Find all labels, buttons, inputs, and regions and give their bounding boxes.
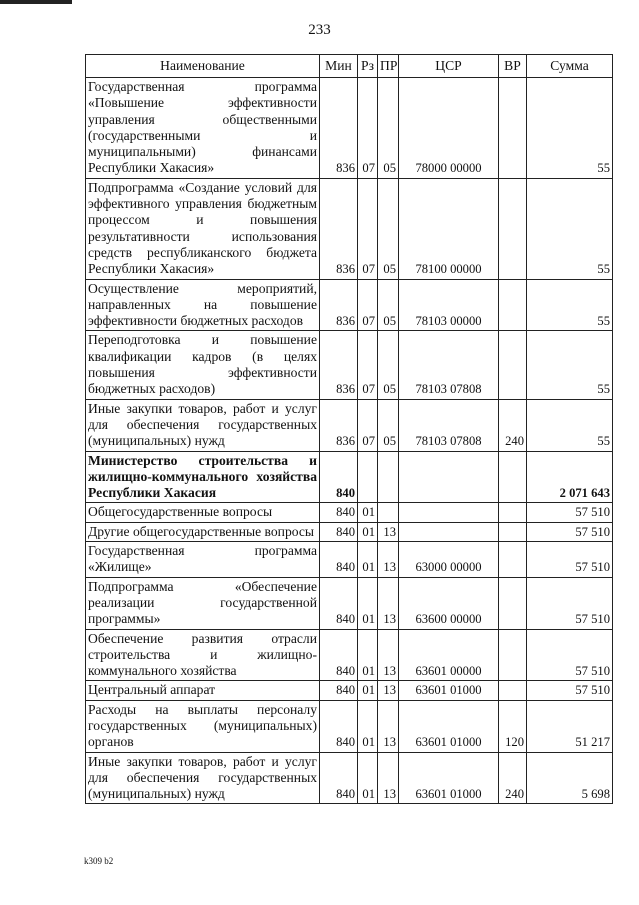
table-row: [86, 503, 613, 522]
cell-name: Министерство строительства и жилищно-коммунального хозяйства Республики Хакасия: [86, 451, 320, 503]
cell-name: Государственная программа «Жилище»: [86, 542, 320, 578]
cell-vr: [499, 522, 527, 541]
cell-name: Переподготовка и повышение квалификации кадров (в целях повышения эффективности бюджетных расходов): [86, 331, 320, 399]
cell-csr: 78100 00000: [399, 178, 499, 279]
cell-min: 840: [320, 577, 358, 629]
cell-rz: 07: [358, 331, 378, 399]
table-row: [86, 542, 613, 578]
cell-name: Иные закупки товаров, работ и услуг для обеспечения государственных (муниципальных) нужд: [86, 752, 320, 804]
cell-min: 836: [320, 331, 358, 399]
cell-vr: [499, 577, 527, 629]
table-row: [86, 752, 613, 804]
header-sum: Сумма: [527, 55, 613, 78]
cell-min: 840: [320, 522, 358, 541]
cell-pr: 13: [378, 700, 399, 752]
table-row: [86, 178, 613, 279]
cell-sum: 51 217: [527, 700, 613, 752]
cell-rz: 01: [358, 681, 378, 700]
cell-name: Государственная программа «Повышение эффективности управления общественными (государственными и муниципальными) финансами Республики Хакасия»: [86, 78, 320, 179]
cell-name: Общегосударственные вопросы: [86, 503, 320, 522]
cell-sum: 55: [527, 279, 613, 331]
header-min: Мин: [320, 55, 358, 78]
table-row: [86, 399, 613, 451]
cell-pr: [378, 451, 399, 503]
cell-name: Расходы на выплаты персоналу государственных (муниципальных) органов: [86, 700, 320, 752]
cell-rz: 01: [358, 542, 378, 578]
cell-pr: 05: [378, 279, 399, 331]
cell-sum: 2 071 643: [527, 451, 613, 503]
cell-pr: 05: [378, 399, 399, 451]
cell-csr: 78103 07808: [399, 399, 499, 451]
cell-min: 840: [320, 542, 358, 578]
cell-csr: 63601 01000: [399, 700, 499, 752]
cell-pr: 13: [378, 542, 399, 578]
table-row: [86, 577, 613, 629]
cell-pr: 05: [378, 78, 399, 179]
cell-sum: 57 510: [527, 542, 613, 578]
cell-pr: 13: [378, 577, 399, 629]
corner-scan-mark: [0, 0, 72, 4]
table-header-row: [86, 55, 613, 78]
cell-rz: 01: [358, 577, 378, 629]
cell-rz: 01: [358, 503, 378, 522]
table-row: [86, 331, 613, 399]
cell-csr: 63600 00000: [399, 577, 499, 629]
cell-csr: 63601 00000: [399, 629, 499, 681]
cell-csr: [399, 522, 499, 541]
table-row: [86, 451, 613, 503]
cell-rz: [358, 451, 378, 503]
table-row: [86, 522, 613, 541]
cell-pr: 13: [378, 629, 399, 681]
cell-rz: 01: [358, 752, 378, 804]
cell-vr: 240: [499, 399, 527, 451]
cell-vr: [499, 451, 527, 503]
header-pr: ПР: [378, 55, 399, 78]
cell-vr: [499, 629, 527, 681]
table-row: [86, 681, 613, 700]
page-number: 233: [308, 22, 331, 38]
cell-sum: 57 510: [527, 522, 613, 541]
cell-csr: 78103 07808: [399, 331, 499, 399]
cell-name: Другие общегосударственные вопросы: [86, 522, 320, 541]
cell-rz: 01: [358, 522, 378, 541]
cell-vr: [499, 279, 527, 331]
table-row: [86, 629, 613, 681]
cell-pr: 13: [378, 752, 399, 804]
cell-sum: 57 510: [527, 577, 613, 629]
header-name: Наименование: [86, 55, 320, 78]
cell-rz: 01: [358, 700, 378, 752]
cell-sum: 5 698: [527, 752, 613, 804]
cell-name: Подпрограмма «Создание условий для эффективного управления бюджетным процессом и повышения результативности использования средств республиканского бюджета Республики Хакасия»: [86, 178, 320, 279]
cell-min: 840: [320, 752, 358, 804]
cell-min: 836: [320, 78, 358, 179]
cell-sum: 57 510: [527, 681, 613, 700]
budget-table: [85, 54, 613, 804]
cell-sum: 57 510: [527, 629, 613, 681]
cell-pr: 05: [378, 178, 399, 279]
cell-rz: 07: [358, 279, 378, 331]
cell-sum: 55: [527, 78, 613, 179]
cell-min: 840: [320, 681, 358, 700]
cell-vr: [499, 503, 527, 522]
cell-min: 840: [320, 700, 358, 752]
cell-rz: 07: [358, 399, 378, 451]
cell-min: 840: [320, 629, 358, 681]
cell-rz: 01: [358, 629, 378, 681]
cell-vr: [499, 681, 527, 700]
footer-code: k309 b2: [84, 856, 114, 866]
cell-name: Подпрограмма «Обеспечение реализации государственной программы»: [86, 577, 320, 629]
cell-vr: [499, 331, 527, 399]
cell-vr: 120: [499, 700, 527, 752]
cell-vr: [499, 78, 527, 179]
cell-sum: 57 510: [527, 503, 613, 522]
cell-csr: 78000 00000: [399, 78, 499, 179]
cell-pr: [378, 503, 399, 522]
cell-csr: 63601 01000: [399, 752, 499, 804]
header-rz: Рз: [358, 55, 378, 78]
table-row: [86, 78, 613, 179]
table-row: [86, 279, 613, 331]
header-csr: ЦСР: [399, 55, 499, 78]
cell-min: 840: [320, 503, 358, 522]
cell-csr: 63000 00000: [399, 542, 499, 578]
cell-sum: 55: [527, 399, 613, 451]
cell-pr: 05: [378, 331, 399, 399]
header-vr: ВР: [499, 55, 527, 78]
cell-name: Осуществление мероприятий, направленных на повышение эффективности бюджетных расходов: [86, 279, 320, 331]
table-row: [86, 700, 613, 752]
cell-rz: 07: [358, 78, 378, 179]
cell-min: 836: [320, 279, 358, 331]
cell-vr: [499, 542, 527, 578]
cell-pr: 13: [378, 681, 399, 700]
cell-min: 836: [320, 178, 358, 279]
cell-name: Центральный аппарат: [86, 681, 320, 700]
cell-csr: [399, 503, 499, 522]
cell-vr: 240: [499, 752, 527, 804]
cell-csr: 63601 01000: [399, 681, 499, 700]
cell-vr: [499, 178, 527, 279]
cell-min: 840: [320, 451, 358, 503]
cell-min: 836: [320, 399, 358, 451]
cell-pr: 13: [378, 522, 399, 541]
cell-name: Обеспечение развития отрасли строительства и жилищно-коммунального хозяйства: [86, 629, 320, 681]
cell-sum: 55: [527, 331, 613, 399]
cell-name: Иные закупки товаров, работ и услуг для обеспечения государственных (муниципальных) нужд: [86, 399, 320, 451]
cell-sum: 55: [527, 178, 613, 279]
table-body: [86, 78, 613, 804]
cell-rz: 07: [358, 178, 378, 279]
cell-csr: 78103 00000: [399, 279, 499, 331]
cell-csr: [399, 451, 499, 503]
